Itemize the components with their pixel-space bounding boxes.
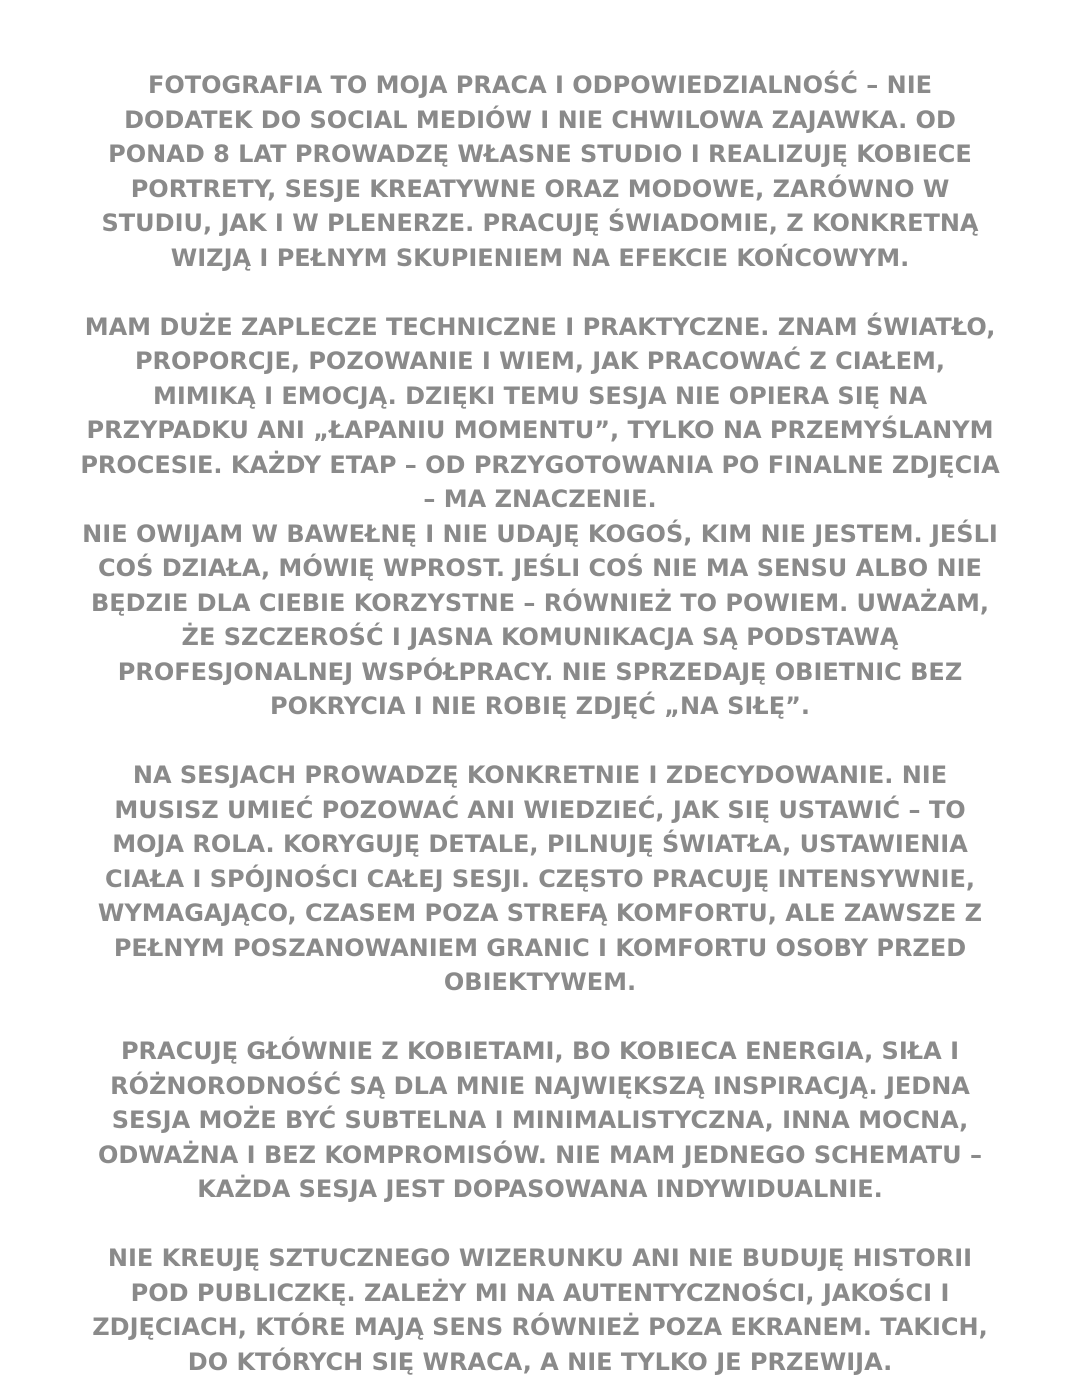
text-block: [80, 68, 1000, 1379]
paragraph-authenticity: NIE KREUJĘ SZTUCZNEGO WIZERUNKU ANI NIE BUDUJĘ HISTORII POD PUBLICZKĘ. ZALEŻY MI NA AUTENTYCZNOŚCI, JAKOŚCI I ZDJĘCIACH, KTÓRE MAJĄ SENS RÓWNIEŻ POZA EKRANEM. TAKICH, DO KTÓRYCH SIĘ WRACA, A NIE TYLKO JE PRZEWIJA.: [92, 1244, 988, 1376]
paragraph-intro: FOTOGRAFIA TO MOJA PRACA I ODPOWIEDZIALNOŚĆ – NIE DODATEK DO SOCIAL MEDIÓW I NIE CHWILOWA ZAJAWKA. OD PONAD 8 LAT PROWADZĘ WŁASNE STUDIO I REALIZUJĘ KOBIECE PORTRETY, SESJE KREATYWNE ORAZ MODOWE, ZARÓWNO W STUDIU, JAK I W PLENERZE. PRACUJĘ ŚWIADOMIE, Z KONKRETNĄ WIZJĄ I PEŁNYM SKUPIENIEM NA EFEKCIE KOŃCOWYM.: [101, 71, 979, 272]
paragraph-spacer: [80, 1207, 1000, 1242]
paragraph-experience: MAM DUŻE ZAPLECZE TECHNICZNE I PRAKTYCZNE. ZNAM ŚWIATŁO, PROPORCJE, POZOWANIE I WIEM, JAK PRACOWAĆ Z CIAŁEM, MIMIKĄ I EMOCJĄ. DZIĘKI TEMU SESJA NIE OPIERA SIĘ NA PRZYPADKU ANI „ŁAPANIU MOMENTU”, TYLKO NA PRZEMYŚLANYM PROCESIE. KAŻDY ETAP – OD PRZYGOTOWANIA PO FINALNE ZDJĘCIA – MA ZNACZENIE.: [80, 312, 1000, 513]
paragraph-women: PRACUJĘ GŁÓWNIE Z KOBIETAMI, BO KOBIECA ENERGIA, SIŁA I RÓŻNORODNOŚĆ SĄ DLA MNIE NAJWIĘKSZĄ INSPIRACJĄ. JEDNA SESJA MOŻE BYĆ SUBTELNA I MINIMALISTYCZNA, INNA MOCNA, ODWAŻNA I BEZ KOMPROMISÓW. NIE MAM JEDNEGO SCHEMATU – KAŻDA SESJA JEST DOPASOWANA INDYWIDUALNIE.: [97, 1037, 983, 1203]
paragraph-honesty: NIE OWIJAM W BAWEŁNĘ I NIE UDAJĘ KOGOŚ, KIM NIE JESTEM. JEŚLI COŚ DZIAŁA, MÓWIĘ WPROST. JEŚLI COŚ NIE MA SENSU ALBO NIE BĘDZIE DLA CIEBIE KORZYSTNE – RÓWNIEŻ TO POWIEM. UWAŻAM, ŻE SZCZEROŚĆ I JASNA KOMUNIKACJA SĄ PODSTAWĄ PROFESJONALNEJ WSPÓŁPRACY. NIE SPRZEDAJĘ OBIETNIC BEZ POKRYCIA I NIE ROBIĘ ZDJĘĆ „NA SIŁĘ”.: [82, 519, 998, 720]
paragraph-sessions: NA SESJACH PROWADZĘ KONKRETNIE I ZDECYDOWANIE. NIE MUSISZ UMIEĆ POZOWAĆ ANI WIEDZIEĆ, JAK SIĘ USTAWIĆ – TO MOJA ROLA. KORYGUJĘ DETALE, PILNUJĘ ŚWIATŁA, USTAWIENIA CIAŁA I SPÓJNOŚCI CAŁEJ SESJI. CZĘSTO PRACUJĘ INTENSYWNIE, WYMAGAJĄCO, CZASEM POZA STREFĄ KOMFORTU, ALE ZAWSZE Z PEŁNYM POSZANOWANIEM GRANIC I KOMFORTU OSOBY PRZED OBIEKTYWEM.: [97, 761, 983, 996]
paragraph-spacer: [80, 1000, 1000, 1035]
paragraph-spacer: [80, 724, 1000, 759]
paragraph-spacer: [80, 275, 1000, 310]
